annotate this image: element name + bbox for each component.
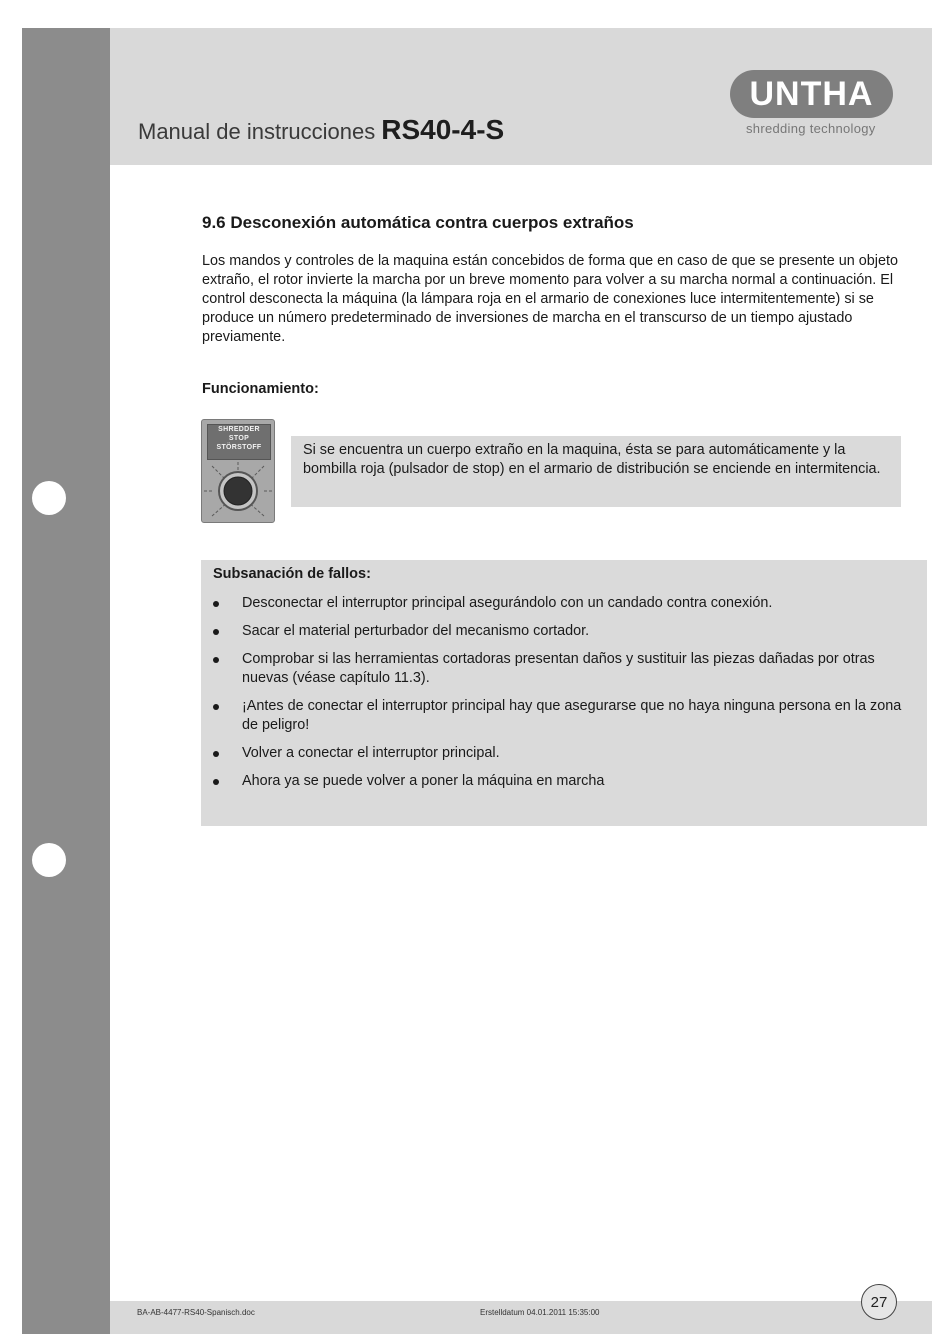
- list-item-text: ¡Antes de conectar el interruptor principal hay que asegurarse que no haya ninguna persona en la zona de peligro!: [242, 698, 902, 733]
- logo-text: UNTHA: [749, 74, 874, 113]
- footer-band: [110, 1301, 932, 1334]
- stop-label-plate: [207, 424, 271, 460]
- punch-hole-top: [32, 481, 66, 515]
- bullet-icon: [213, 601, 219, 607]
- intro-paragraph: Los mandos y controles de la maquina están concebidos de forma que en caso de que se presente un objeto extraño, el rotor invierte la marcha por un breve momento para volver a su marcha normal a continuación. El control desconecta la máquina (la lámpara roja en el armario de conexiones luce intermitentemente) si se produce un número predeterminado de inversiones de marcha en el transcurso de un tiempo ajustado previamente.: [202, 253, 899, 345]
- stop-label-line-2: STOP: [228, 435, 250, 442]
- stop-button-illustration: [201, 419, 275, 523]
- troubleshooting-title: Subsanación de fallos:: [213, 566, 371, 582]
- troubleshooting-box: [201, 560, 927, 826]
- punch-hole-bottom: [32, 843, 66, 877]
- stop-dial-icon: [202, 460, 274, 520]
- function-description: Si se encuentra un cuerpo extraño en la maquina, ésta se para automáticamente y la bombilla roja (pulsador de stop) en el armario de distribución se enciende en intermitencia.: [303, 442, 881, 477]
- binding-strip: [22, 28, 110, 1334]
- list-item-text: Comprobar si las herramientas cortadoras presentan daños y sustituir las piezas dañadas por otras nuevas (véase capítulo 11.3).: [242, 651, 875, 686]
- bullet-icon: [213, 779, 219, 785]
- bullet-icon: [213, 704, 219, 710]
- section-heading: 9.6 Desconexión automática contra cuerpos extraños: [202, 213, 634, 232]
- manual-title-text: Manual de instrucciones: [138, 119, 376, 144]
- function-label: Funcionamiento:: [202, 381, 319, 397]
- stop-label-line-3: STÖRSTOFF: [216, 444, 262, 451]
- footer-created-date: Erstelldatum 04.01.2011 15:35:00: [480, 1308, 600, 1317]
- model-name: RS40-4-S: [381, 114, 505, 145]
- bullet-icon: [213, 629, 219, 635]
- bullet-icon: [213, 751, 219, 757]
- logo-tagline: shredding technology: [746, 121, 876, 136]
- bullet-icon: [213, 657, 219, 663]
- list-item-text: Volver a conectar el interruptor principal.: [242, 745, 500, 761]
- manual-title: [138, 114, 504, 146]
- footer-doc-name: BA-AB-4477-RS40-Spanisch.doc: [137, 1308, 255, 1317]
- page-number: [861, 1284, 897, 1320]
- list-item-text: Ahora ya se puede volver a poner la máquina en marcha: [242, 773, 605, 789]
- stop-label-line-1: SHREDDER: [218, 426, 260, 433]
- untha-logo: [730, 70, 893, 118]
- list-item-text: Sacar el material perturbador del mecanismo cortador.: [242, 623, 590, 639]
- list-item-text: Desconectar el interruptor principal asegurándolo con un candado contra conexión.: [242, 595, 773, 611]
- function-description-box: [291, 436, 901, 507]
- page-number-text: 27: [870, 1293, 888, 1311]
